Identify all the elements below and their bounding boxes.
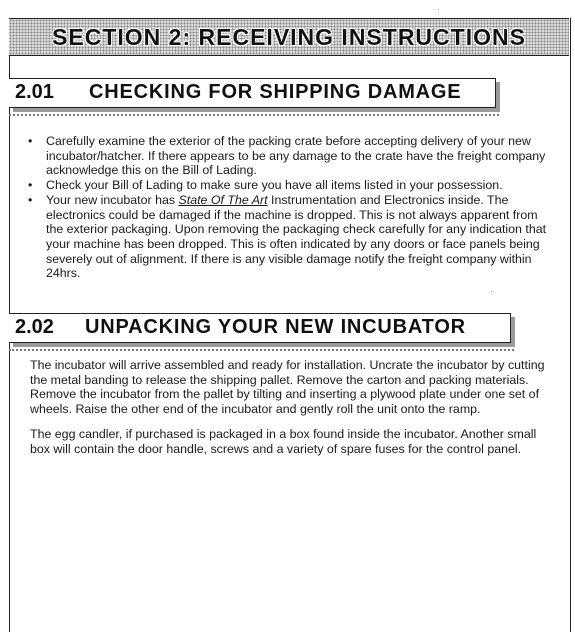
heading-2-01 <box>9 78 496 108</box>
list-item-text-before: Your new incubator has <box>46 192 179 207</box>
page-border-right <box>570 18 571 632</box>
unpacking-paragraph-2: The egg candler, if purchased is packaged in a box found inside the incubator. Another small box will contain the door handle, screws and a variety of spare fuses for the control panel. <box>30 427 537 456</box>
list-item-text: Check your Bill of Lading to make sure you have all items listed in your possession. <box>46 178 503 193</box>
heading-2-01-number: 2.01 <box>15 81 54 103</box>
heading-2-01-rule <box>9 114 499 116</box>
heading-2-01-title: CHECKING FOR SHIPPING DAMAGE <box>89 81 462 103</box>
heading-2-02-number: 2.02 <box>15 316 54 338</box>
bullet-icon: • <box>28 134 33 148</box>
section-banner <box>9 18 569 56</box>
section-title: SECTION 2: RECEIVING INSTRUCTIONS <box>52 24 526 50</box>
scan-speck: · <box>490 286 493 296</box>
bullet-icon: • <box>28 192 33 207</box>
state-of-the-art-emphasis: State Of The Art <box>178 192 268 207</box>
list-item <box>20 193 555 281</box>
heading-2-02-rule <box>9 349 514 351</box>
bullet-icon: • <box>28 178 33 193</box>
shipping-damage-checklist <box>20 134 555 281</box>
heading-2-02-title: UNPACKING YOUR NEW INCUBATOR <box>85 316 466 338</box>
list-item <box>20 178 555 193</box>
scan-speck: · <box>437 4 440 14</box>
unpacking-paragraph-1: The incubator will arrive assembled and ready for installation. Uncrate the incubator by cutting the metal banding to release the shipping pallet. Remove the carton and packing materials. Remove the incubator from the pallet by tilting and inserting a plywood plate under one set of wheels. Raise the other end of the incubator and gently roll the unit onto the ramp. <box>30 358 545 417</box>
list-item-text: Carefully examine the exterior of the packing crate before accepting delivery of your new incubator/hatcher. If there appears to be any damage to the crate have the freight company acknowledge this on the Bill of Lading. <box>46 134 546 178</box>
list-item <box>20 134 555 178</box>
heading-2-02 <box>9 313 511 343</box>
list-item-text-after: Instrumentation and Electronics inside. The electronics could be damaged if the machine is dropped. This is not always apparent from the exterior packaging. Upon removing the packaging check carefully for any indication that your machine has been dropped. This is often indicated by any doors or face panels being severely out of alignment. If there is any visible damage notify the freight company within 24hrs. <box>46 192 547 281</box>
